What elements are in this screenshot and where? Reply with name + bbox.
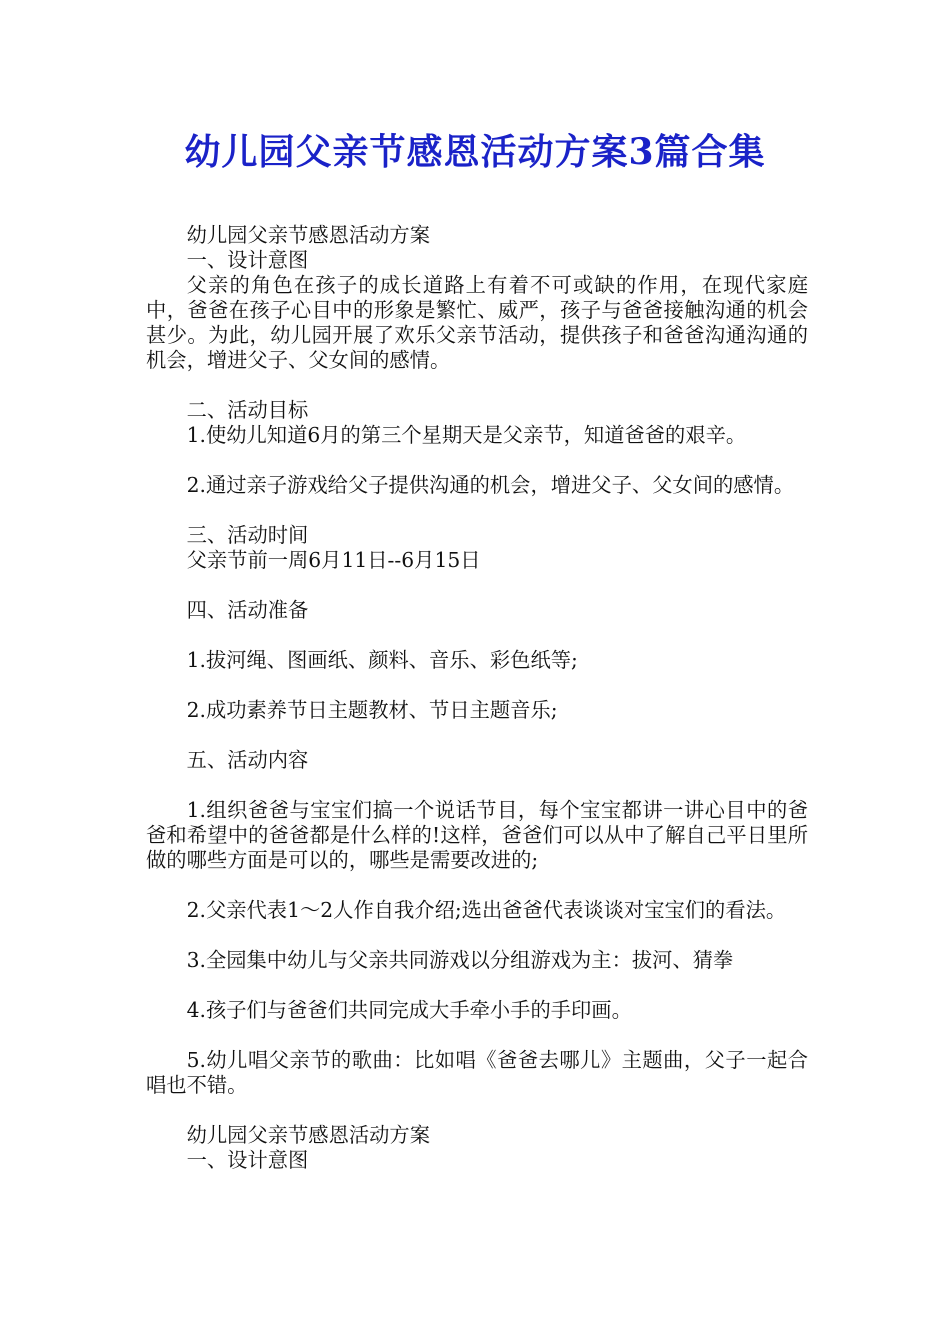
body-paragraph: 2.成功素养节日主题教材、节日主题音乐; — [186, 698, 558, 722]
body-paragraph: 父亲的角色在孩子的成长道路上有着不可或缺的作用，在现代家庭中，爸爸在孩子心目中的形象是繁忙、威严，孩子与爸爸接触沟通的机会甚少。为此，幼儿园开展了欢乐父亲节活动，提供孩子和爸爸沟通沟通的机会，增进父子、父女间的感情。 — [146, 273, 808, 372]
body-paragraph: 3.全园集中幼儿与父亲共同游戏以分组游戏为主：拔河、猜拳 — [186, 948, 734, 972]
body-paragraph: 一、设计意图 — [186, 248, 309, 272]
body-paragraph: 五、活动内容 — [186, 748, 309, 772]
body-paragraph: 幼儿园父亲节感恩活动方案 — [186, 223, 430, 247]
body-paragraph: 父亲节前一周6月11日--6月15日 — [186, 548, 481, 572]
document-title: 幼儿园父亲节感恩活动方案3篇合集 — [184, 131, 766, 173]
body-paragraph: 4.孩子们与爸爸们共同完成大手牵小手的手印画。 — [186, 998, 632, 1022]
body-paragraph: 2.父亲代表1～2人作自我介绍;选出爸爸代表谈谈对宝宝们的看法。 — [186, 898, 787, 922]
body-paragraph: 二、活动目标 — [186, 398, 309, 422]
body-paragraph: 1.拔河绳、图画纸、颜料、音乐、彩色纸等; — [186, 648, 578, 672]
body-paragraph: 三、活动时间 — [186, 523, 309, 547]
body-paragraph: 1.组织爸爸与宝宝们搞一个说话节目，每个宝宝都讲一讲心目中的爸爸和希望中的爸爸都是什么样的!这样，爸爸们可以从中了解自己平日里所做的哪些方面是可以的，哪些是需要改进的; — [146, 798, 808, 872]
body-paragraph: 5.幼儿唱父亲节的歌曲：比如唱《爸爸去哪儿》主题曲，父子一起合唱也不错。 — [146, 1048, 808, 1097]
document-body — [146, 223, 808, 1173]
body-paragraph: 幼儿园父亲节感恩活动方案 — [186, 1123, 430, 1147]
body-paragraph: 2.通过亲子游戏给父子提供沟通的机会，增进父子、父女间的感情。 — [186, 473, 795, 497]
body-paragraph: 一、设计意图 — [186, 1148, 309, 1172]
body-paragraph: 四、活动准备 — [186, 598, 309, 622]
body-paragraph: 1.使幼儿知道6月的第三个星期天是父亲节，知道爸爸的艰辛。 — [186, 423, 747, 447]
